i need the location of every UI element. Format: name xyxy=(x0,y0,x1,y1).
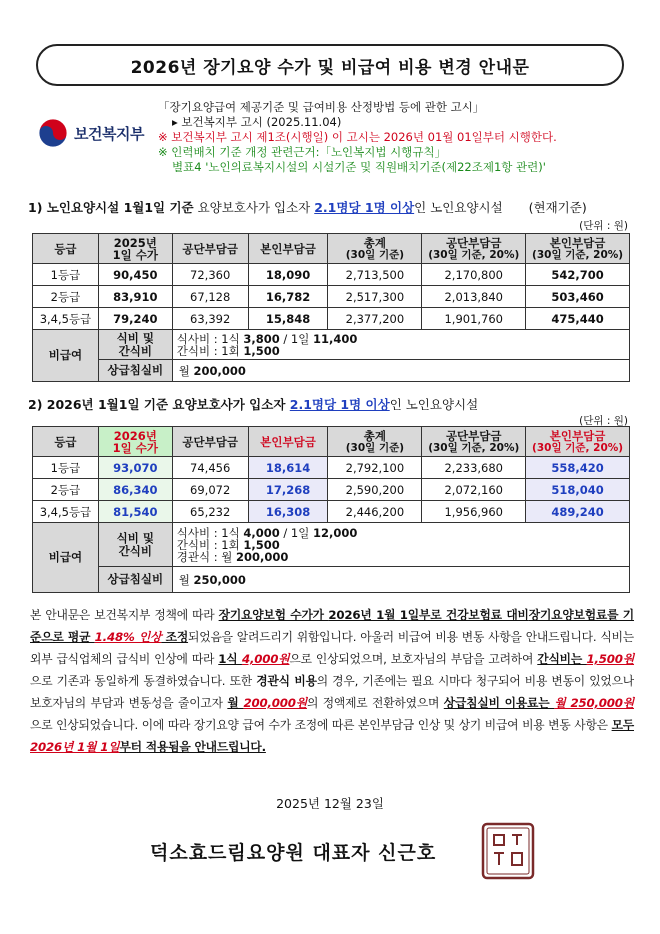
table-header-row: 등급 2025년 1일 수가 공단부담금 본인부담금 총계 (30일 기준) 공단부담금 (30일 기준, 20%) 본인부담금 (30일 기준, 20%) xyxy=(33,234,630,264)
table-row: 2등급 86,340 69,072 17,268 2,590,200 2,072,160 518,040 xyxy=(33,479,630,501)
unit-label: (단위 : 원) xyxy=(579,415,628,427)
ministry-logo xyxy=(38,118,144,148)
section2-title: 2) 2026년 1월1일 기준 요양보호사가 입소자 2.1명당 1명 이상인 노인요양시설 xyxy=(28,397,479,412)
fee-table-2025 xyxy=(32,233,630,382)
table-row: 2등급 83,910 67,128 16,782 2,517,300 2,013,840 503,460 xyxy=(33,286,630,308)
signer-name: 덕소효드림요양원 대표자 신근호 xyxy=(150,842,437,864)
table-row: 상급침실비 월 250,000 xyxy=(33,567,630,593)
fee-table-2026 xyxy=(32,426,630,593)
table-row: 1등급 93,070 74,456 18,614 2,792,100 2,233,680 558,420 xyxy=(33,457,630,479)
notice-line: 「장기요양급여 제공기준 및 급여비용 산정방법 등에 관한 고시」 xyxy=(158,100,485,114)
table-row: 상급침실비 월 200,000 xyxy=(33,360,630,382)
ministry-name: 보건복지부 xyxy=(74,124,144,143)
notice-line: ※ 보건복지부 고시 제1조(시행일) 이 고시는 2026년 01월 01일부터 시행한다. xyxy=(158,130,557,144)
document-date: 2025년 12월 23일 xyxy=(276,796,384,811)
notice-line: 별표4 '노인의료복지시설의 시설기준 및 직원배치기준(제22조제1항 관련)' xyxy=(172,160,546,174)
official-seal-icon xyxy=(480,821,536,881)
legal-notice xyxy=(158,100,557,175)
table-header-row: 등급 2026년 1일 수가 공단부담금 본인부담금 총계 (30일 기준) 공단부담금 (30일 기준, 20%) 본인부담금 (30일 기준, 20%) xyxy=(33,427,630,457)
taegeuk-icon xyxy=(38,118,68,148)
notice-line: ▸ 보건복지부 고시 (2025.11.04) xyxy=(172,115,342,129)
notice-line: ※ 인력배치 기준 개정 관련근거:「노인복지법 시행규칙」 xyxy=(158,145,447,159)
table-row: 3,4,5등급 81,540 65,232 16,308 2,446,200 1,956,960 489,240 xyxy=(33,501,630,523)
table-row: 비급여 식비 및 간식비 식사비 : 1식 3,800 / 1일 11,400 간식비 : 1회 1,500 xyxy=(33,330,630,360)
table-row: 비급여 식비 및 간식비 식사비 : 1식 4,000 / 1일 12,000 간식비 : 1회 1,500 경관식 : 월 200,000 xyxy=(33,523,630,567)
unit-label: (단위 : 원) xyxy=(579,220,628,232)
table-row: 1등급 90,450 72,360 18,090 2,713,500 2,170,800 542,700 xyxy=(33,264,630,286)
notice-body: 본 안내문은 보건복지부 정책에 따라 장기요양보험 수가가 2026년 1월 1일부로 건강보험료 대비장기요양보험료를 기준으로 평균 1.48% 인상 조정되었음을 알려드리기 위함입니다. 아울러 비급여 비용 변동 사항을 안내드립니다. 식비는 외부 급식업체의 급식비 인상에 따라 1식 4,000원으로 인상되었으며, 보호자님의 부담을 고려하여 간식비는 1,500원으로 기존과 동일하게 동결하였습니다. 또한 경관식 비용의 경우, 기존에는 필요 시마다 청구되어 비용 변동이 있었으나 보호자님의 부담과 변동성을 줄이고자 월 200,000원의 정액제로 전환하였으며 상급침실비 이용료는 월 250,000원으로 인상되었습니다. 이에 따라 장기요양 급여 수가 조정에 따른 본인부담금 인상 및 상기 비급여 비용 변동 사항은 모두 2026년 1월 1일부터 적용됨을 안내드립니다. xyxy=(30,608,635,754)
page-title: 2026년 장기요양 수가 및 비급여 비용 변경 안내문 xyxy=(36,44,624,86)
section1-title: 1) 노인요양시설 1월1일 기준 요양보호사가 입소자 2.1명당 1명 이상인 노인요양시설 (현재기준) xyxy=(28,200,587,215)
table-row: 3,4,5등급 79,240 63,392 15,848 2,377,200 1,901,760 475,440 xyxy=(33,308,630,330)
